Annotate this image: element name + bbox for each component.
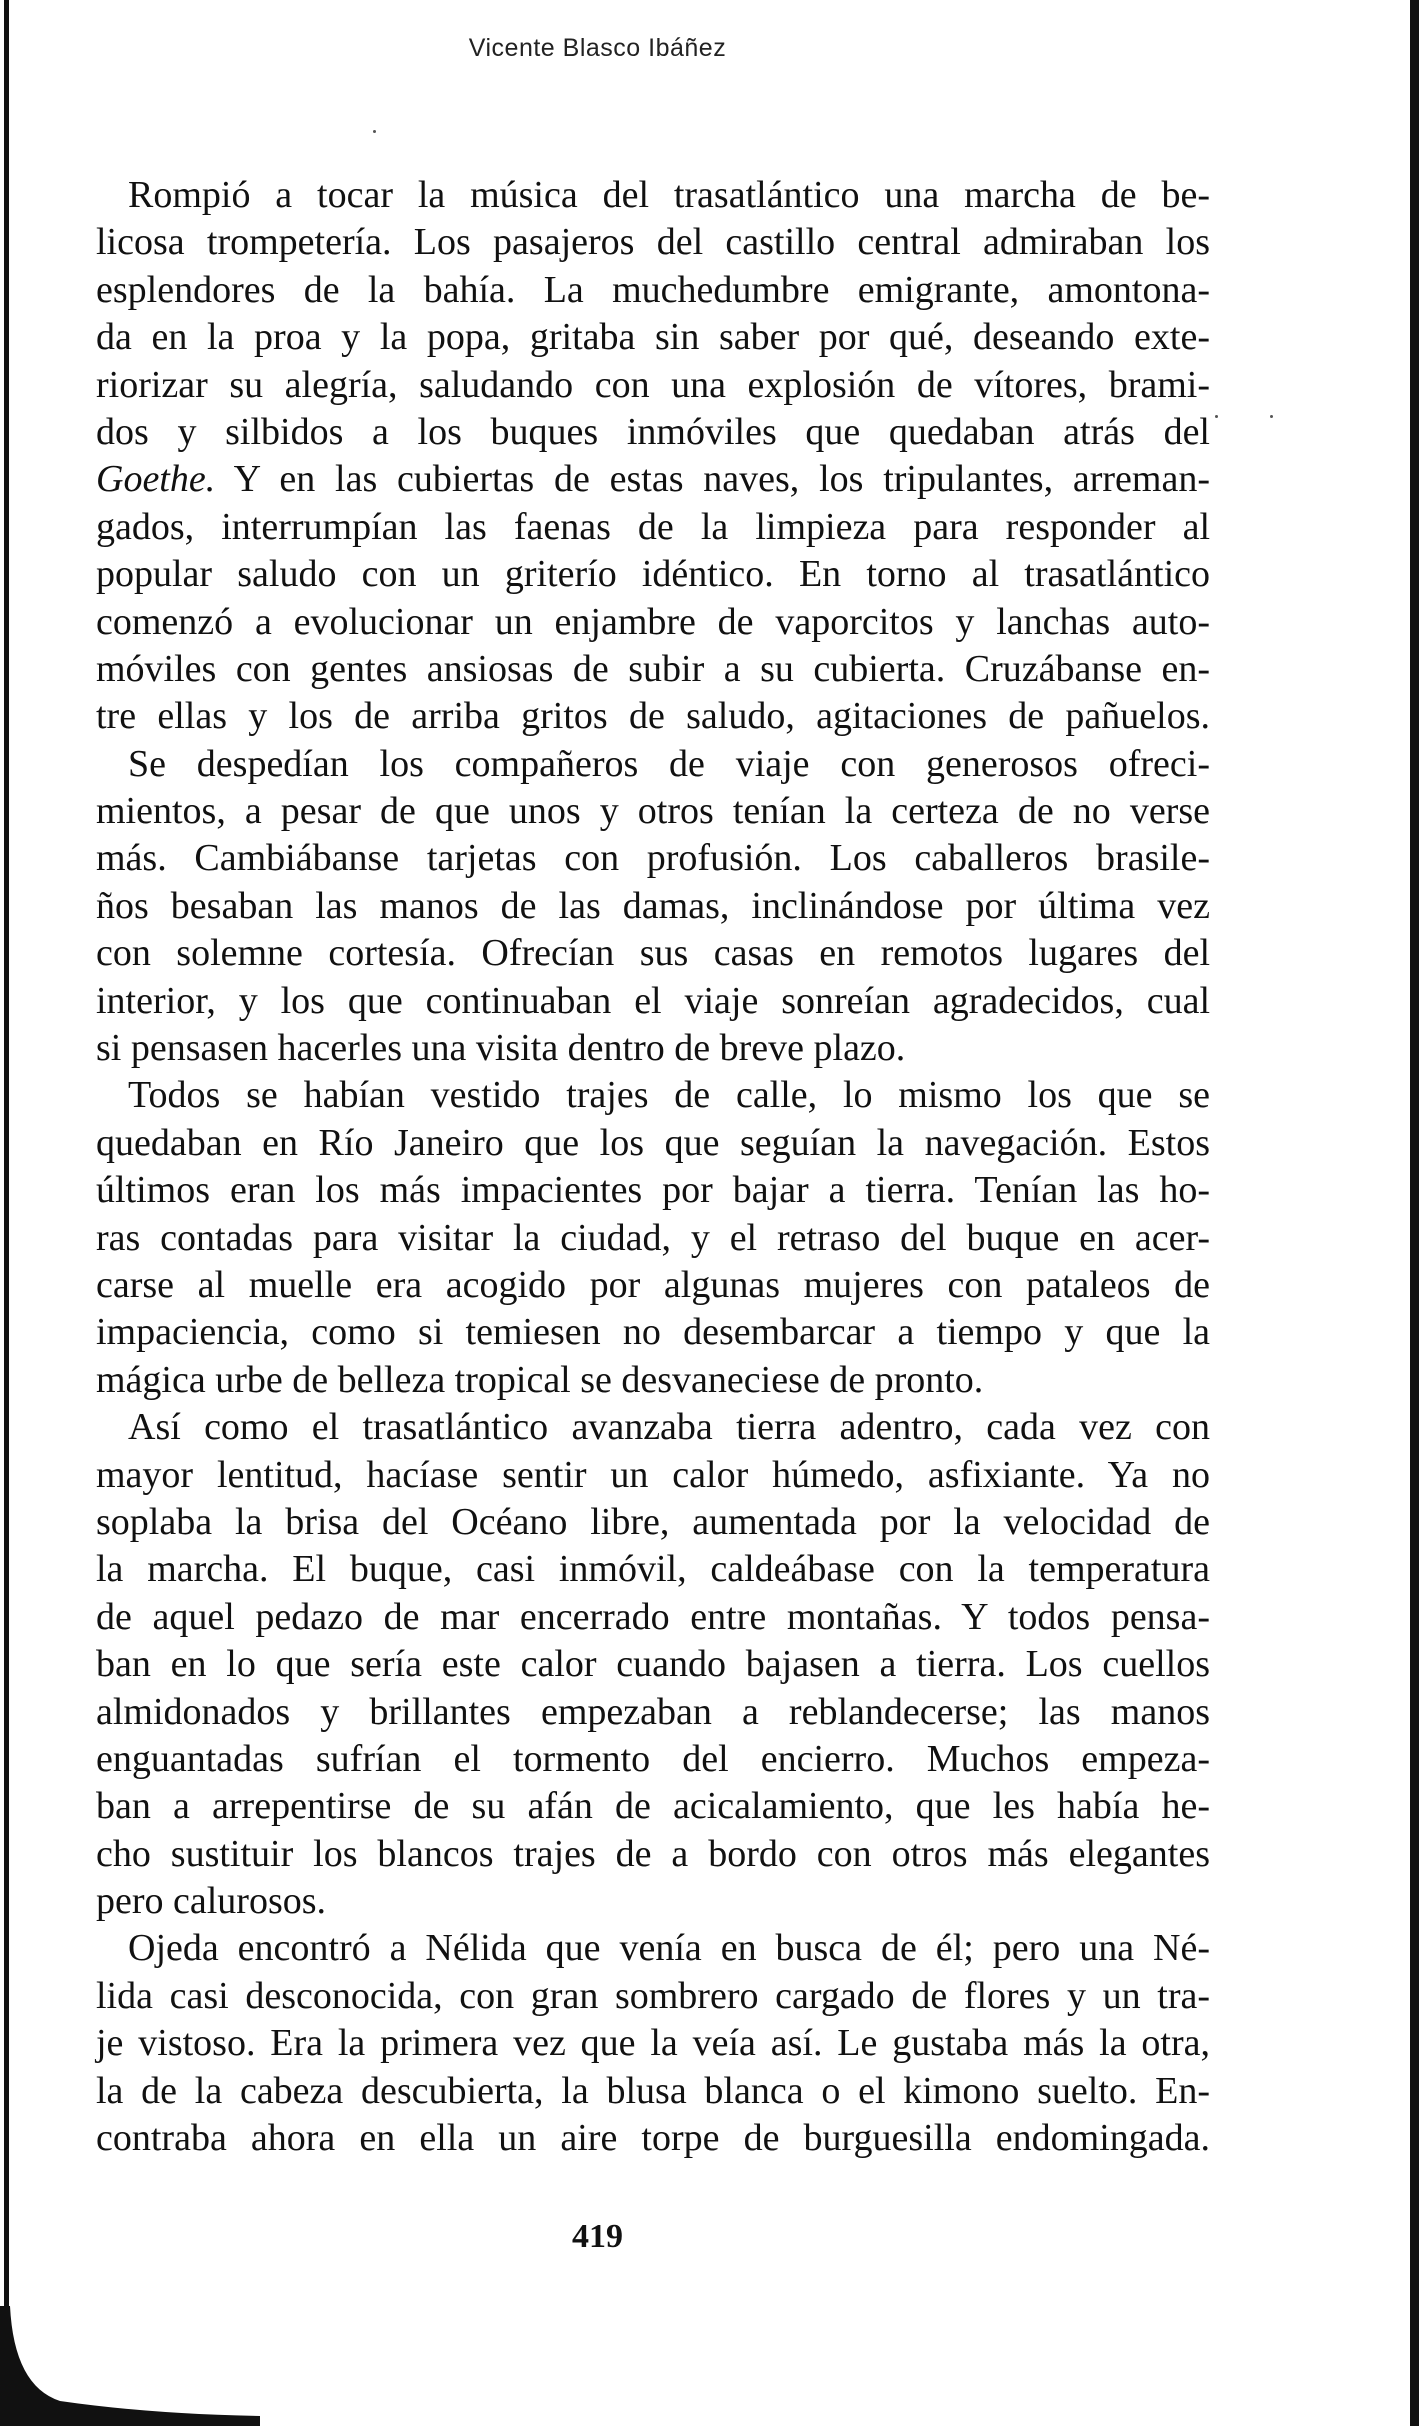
line-text: más. Cambiábanse tarjetas con profusión. Los caballeros brasile- [96,837,1210,880]
line-text: cho sustituir los blancos trajes de a bordo con otros más elegantes [96,1832,1210,1875]
paragraph [96,1404,1210,1925]
line-text: da en la proa y la popa, gritaba sin saber por qué, deseando exte- [96,316,1210,359]
text-line [96,362,1210,409]
line-text: gados, interrumpían las faenas de la limpieza para responder al [96,505,1210,548]
line-text: impaciencia, como si temiesen no desembarcar a tiempo y que la [96,1311,1210,1354]
scan-speck [373,130,376,133]
page-number: 419 [572,2218,623,2255]
line-text: ños besaban las manos de las damas, inclinándose por última vez [96,884,1210,927]
text-line [96,1689,1210,1736]
text-line [96,978,1210,1025]
text-line [96,788,1210,835]
line-text: últimos eran los más impacientes por bajar a tierra. Tenían las ho- [96,1169,1210,1212]
line-text: licosa trompetería. Los pasajeros del castillo central admiraban los [96,221,1210,264]
line-text: lida casi desconocida, con gran sombrero cargado de flores y un tra- [96,1974,1210,2017]
line-text: carse al muelle era acogido por algunas mujeres con pataleos de [96,1263,1210,1306]
text-line [96,409,1210,456]
paragraph [96,1072,1210,1404]
line-text: enguantadas sufrían el tormento del encierro. Muchos empeza- [96,1737,1210,1780]
body-text [96,172,1210,2162]
line-text: contraba ahora en ella un aire torpe de burguesilla endomingada. [96,2117,1210,2160]
line-text: con solemne cortesía. Ofrecían sus casas en remotos lugares del [96,932,1210,975]
text-line [96,219,1210,266]
line-text: almidonados y brillantes empezaban a reblandecerse; las manos [96,1690,1210,1733]
text-line [96,1499,1210,1546]
line-text: pero calurosos. [96,1880,327,1923]
line-text: esplendores de la bahía. La muchedumbre emigrante, amontona- [96,268,1210,311]
line-text: je vistoso. Era la primera vez que la veía así. Le gustaba más la otra, [96,2022,1210,2065]
line-text: mientos, a pesar de que unos y otros tenían la certeza de no verse [96,790,1210,833]
text-line [96,1262,1210,1309]
text-line [96,2115,1210,2162]
text-line [96,741,1210,788]
text-line [96,1072,1210,1119]
text-line [96,267,1210,314]
paragraph [96,172,1210,741]
line-text: Rompió a tocar la música del trasatlántico una marcha de be- [128,174,1210,216]
line-text: tre ellas y los de arriba gritos de saludo, agitaciones de pañuelos. [96,695,1210,738]
text-line [96,504,1210,551]
line-text: Y en las cubiertas de estas naves, los tripulantes, arreman- [215,458,1210,501]
text-line [96,1641,1210,1688]
line-text: ban a arrepentirse de su afán de acicalamiento, que les había he- [96,1785,1210,1828]
text-line [96,314,1210,361]
text-line [96,1925,1210,1972]
line-text: mayor lentitud, hacíase sentir un calor húmedo, asfixiante. Ya no [96,1453,1210,1496]
text-line [96,883,1210,930]
text-line [96,1357,1210,1404]
line-text: Ojeda encontró a Nélida que venía en busca de él; pero una Né- [128,1927,1210,1970]
scan-speck [1215,415,1218,418]
text-line [96,646,1210,693]
text-line [96,1452,1210,1499]
text-line [96,2068,1210,2115]
line-text: Todos se habían vestido trajes de calle, lo mismo los que se [128,1074,1210,1117]
text-line [96,835,1210,882]
line-text: la de la cabeza descubierta, la blusa blanca o el kimono suelto. En- [96,2069,1210,2112]
line-text: comenzó a evolucionar un enjambre de vaporcitos y lanchas auto- [96,600,1210,643]
line-text: interior, y los que continuaban el viaje sonreían agradecidos, cual [96,979,1210,1022]
text-line [96,1878,1210,1925]
paragraph [96,741,1210,1073]
running-head: Vicente Blasco Ibáñez [468,34,727,62]
line-text: Así como el trasatlántico avanzaba tierra adentro, cada vez con [128,1406,1210,1449]
text-line [96,1973,1210,2020]
line-text: ras contadas para visitar la ciudad, y el retraso del buque en acer- [96,1216,1210,1259]
line-text: quedaban en Río Janeiro que los que seguían la navegación. Estos [96,1121,1210,1164]
text-line [96,2020,1210,2067]
text-line [96,1120,1210,1167]
scan-corner-shadow [0,2306,260,2426]
line-text: soplaba la brisa del Océano libre, aumentada por la velocidad de [96,1500,1210,1543]
scan-speck [1270,415,1273,418]
line-text: la marcha. El buque, casi inmóvil, caldeábase con la temperatura [96,1548,1210,1591]
paragraph [96,1925,1210,2162]
text-line [96,1167,1210,1214]
line-text: si pensasen hacerles una visita dentro de breve plazo. [96,1027,906,1070]
scan-edge-left [4,0,9,2340]
text-line [96,1404,1210,1451]
line-text: dos y silbidos a los buques inmóviles que quedaban atrás del [96,410,1210,453]
line-text: Se despedían los compañeros de viaje con generosos ofreci- [128,742,1210,785]
scan-edge-right [1410,0,1419,2426]
italic-title: Goethe. [96,458,216,501]
line-text: ban en lo que sería este calor cuando bajasen a tierra. Los cuellos [96,1643,1210,1686]
text-line [96,551,1210,598]
text-line [96,1309,1210,1356]
line-text: móviles con gentes ansiosas de subir a su cubierta. Cruzábanse en- [96,647,1210,690]
line-text: de aquel pedazo de mar encerrado entre montañas. Y todos pensa- [96,1595,1210,1638]
line-text: popular saludo con un griterío idéntico. En torno al trasatlántico [96,553,1210,596]
text-line [96,1215,1210,1262]
text-line [96,1025,1210,1072]
text-line [96,1783,1210,1830]
text-line [96,1594,1210,1641]
text-line [96,693,1210,740]
text-line [96,172,1210,219]
text-line [96,1831,1210,1878]
line-text: mágica urbe de belleza tropical se desvaneciese de pronto. [96,1358,984,1401]
text-line [96,930,1210,977]
text-line [96,599,1210,646]
line-text: riorizar su alegría, saludando con una explosión de vítores, brami- [96,363,1210,406]
text-line [96,1546,1210,1593]
text-line [96,1736,1210,1783]
text-line [96,456,1210,503]
